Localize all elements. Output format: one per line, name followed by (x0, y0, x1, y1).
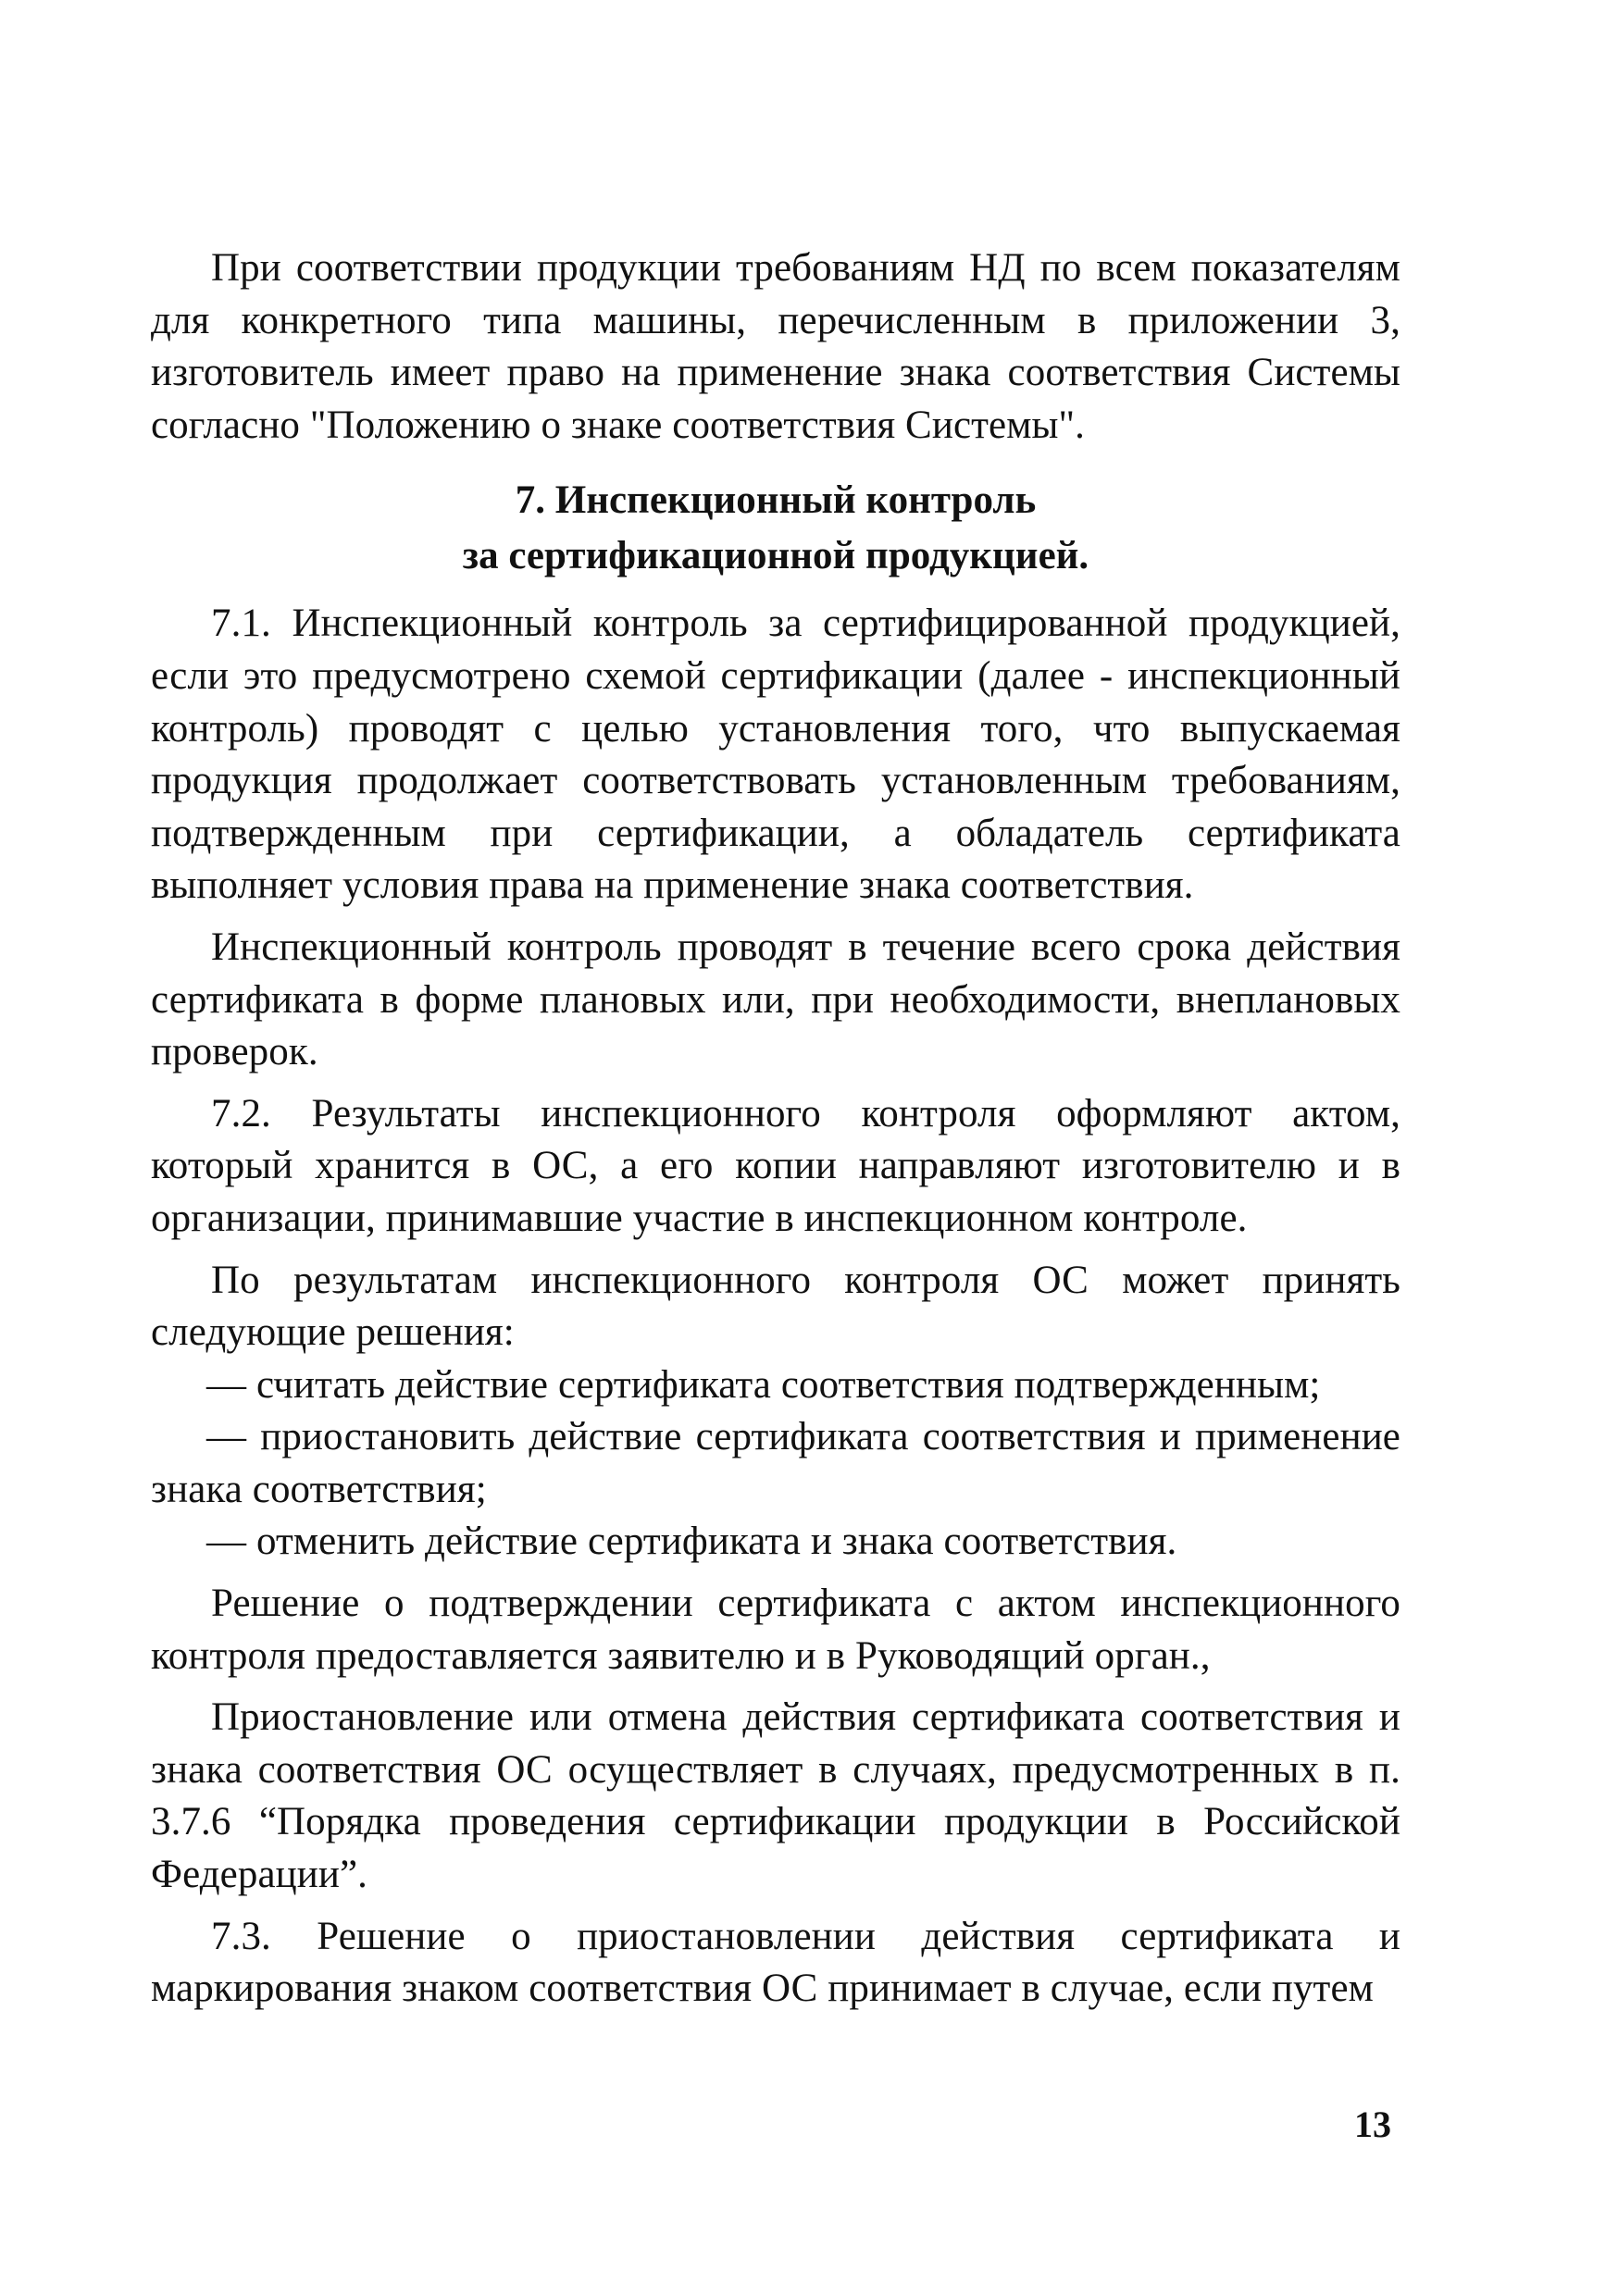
decision-item-1: — считать действие сертификата соответствия подтвержденным; (206, 1362, 1321, 1407)
decision-item-2: — приостановить действие сертификата соответствия и применение знака соответствия; (151, 1415, 1400, 1511)
paragraph-7-3: 7.3. Решение о приостановлении действия сертификата и маркирования знаком соответствия ОС принимает в случае, если путем (151, 1914, 1400, 2011)
document-page (151, 242, 1400, 2016)
paragraph-decisions-intro: По результатам инспекционного контроля ОС может принять следующие решения: (151, 1258, 1400, 1355)
paragraph-7-2: 7.2. Результаты инспекционного контроля оформляют актом, который хранится в ОС, а его копии направляют изготовителю и в организации, принимавшие участие в инспекционном контроле. (151, 1091, 1400, 1240)
paragraph-suspension: Приостановление или отмена действия сертификата соответствия и знака соответствия ОС осуществляет в случаях, предусмотренных в п. 3.7.6 “Порядка проведения сертификации продукции в Российской Федерации”. (151, 1695, 1400, 1897)
intro-paragraph: При соответствии продукции требованиям НД по всем показателям для конкретного типа машины, перечисленным в приложении 3, изготовитель имеет право на применение знака соответствия Системы согласно "Положению о знаке соответствия Системы". (151, 246, 1400, 447)
page-number: 13 (1354, 2104, 1391, 2145)
paragraph-decision-provided: Решение о подтверждении сертификата с актом инспекционного контроля предоставляется заявителю и в Руководящий орган., (151, 1582, 1400, 1678)
section-heading-line-1: 7. Инспекционный контроль (515, 478, 1037, 523)
section-heading (151, 473, 1400, 584)
section-heading-line-2: за сертификационной продукцией. (462, 534, 1089, 578)
paragraph-7-1: 7.1. Инспекционный контроль за сертифицированной продукцией, если это предусмотрено схемой сертификации (далее - инспекционный контроль) проводят с целью установления того, что выпускаемая продукция продолжает соответствовать установленным требованиям, подтвержденным при сертификации, а обладатель сертификата выполняет условия права на применение знака соответствия. (151, 602, 1400, 908)
decision-item-3: — отменить действие сертификата и знака соответствия. (206, 1520, 1177, 1564)
paragraph-inspection-period: Инспекционный контроль проводят в течение всего срока действия сертификата в форме плановых или, при необходимости, внеплановых проверок. (151, 925, 1400, 1074)
